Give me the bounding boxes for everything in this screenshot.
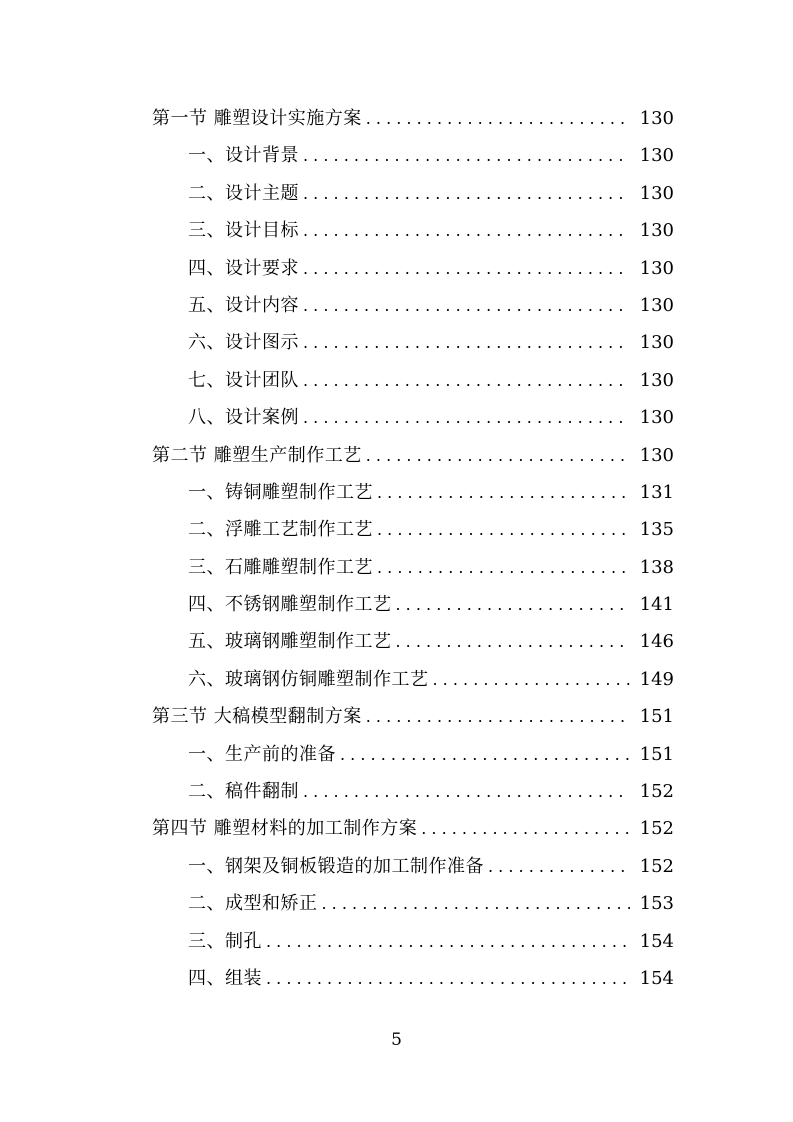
toc-entry-page: 130 (639, 220, 674, 242)
toc-entry-page: 130 (639, 369, 674, 391)
toc-entry-label: 一、钢架及铜板锻造的加工制作准备 (188, 855, 484, 877)
toc-dot-leader (322, 885, 631, 922)
table-of-contents (0, 100, 793, 997)
toc-subsection-entry[interactable] (0, 399, 793, 436)
toc-dot-leader (377, 511, 630, 548)
toc-entry-label: 三、设计目标 (188, 220, 299, 242)
toc-dot-leader (377, 474, 630, 511)
toc-entry-page: 152 (639, 781, 674, 803)
toc-entry-page: 130 (639, 182, 674, 204)
toc-subsection-entry[interactable] (0, 586, 793, 623)
toc-entry-page: 131 (639, 481, 674, 503)
toc-dot-leader (303, 362, 630, 399)
toc-dot-leader (303, 324, 630, 361)
toc-entry-page: 151 (639, 706, 674, 728)
toc-entry-label: 三、石雕雕塑制作工艺 (188, 556, 373, 578)
toc-entry-label: 第四节 雕塑材料的加工制作方案 (152, 818, 418, 840)
toc-entry-page: 130 (639, 407, 674, 429)
toc-section-entry[interactable] (0, 437, 793, 474)
toc-dot-leader (303, 773, 630, 810)
toc-entry-label: 四、组装 (188, 967, 262, 989)
toc-dot-leader (303, 137, 630, 174)
toc-entry-page: 146 (639, 631, 674, 653)
toc-dot-leader (266, 960, 630, 997)
toc-entry-label: 第二节 雕塑生产制作工艺 (152, 444, 362, 466)
toc-entry-page: 154 (639, 930, 674, 952)
toc-entry-label: 一、生产前的准备 (188, 743, 336, 765)
toc-dot-leader (340, 736, 630, 773)
toc-entry-label: 四、不锈钢雕塑制作工艺 (188, 594, 392, 616)
toc-entry-label: 四、设计要求 (188, 257, 299, 279)
toc-entry-page: 130 (639, 257, 674, 279)
toc-entry-page: 135 (639, 519, 674, 541)
toc-subsection-entry[interactable] (0, 175, 793, 212)
toc-entry-label: 五、设计内容 (188, 294, 299, 316)
toc-subsection-entry[interactable] (0, 250, 793, 287)
toc-subsection-entry[interactable] (0, 549, 793, 586)
toc-subsection-entry[interactable] (0, 736, 793, 773)
toc-entry-page: 152 (639, 855, 674, 877)
toc-entry-label: 一、设计背景 (188, 145, 299, 167)
toc-section-entry[interactable] (0, 100, 793, 137)
toc-entry-label: 三、制孔 (188, 930, 262, 952)
toc-entry-page: 149 (639, 668, 674, 690)
toc-entry-label: 五、玻璃钢雕塑制作工艺 (188, 631, 392, 653)
toc-entry-page: 141 (639, 594, 674, 616)
toc-subsection-entry[interactable] (0, 623, 793, 660)
toc-entry-label: 二、设计主题 (188, 182, 299, 204)
toc-subsection-entry[interactable] (0, 324, 793, 361)
toc-subsection-entry[interactable] (0, 923, 793, 960)
toc-entry-label: 第三节 大稿模型翻制方案 (152, 706, 362, 728)
toc-dot-leader (303, 287, 630, 324)
toc-subsection-entry[interactable] (0, 773, 793, 810)
toc-entry-page: 130 (639, 294, 674, 316)
toc-dot-leader (421, 810, 630, 847)
toc-dot-leader (396, 623, 631, 660)
toc-section-entry[interactable] (0, 698, 793, 735)
toc-dot-leader (266, 923, 630, 960)
toc-dot-leader (303, 175, 630, 212)
toc-dot-leader (366, 100, 630, 137)
toc-subsection-entry[interactable] (0, 511, 793, 548)
toc-entry-page: 130 (639, 332, 674, 354)
toc-entry-label: 六、玻璃钢仿铜雕塑制作工艺 (188, 668, 429, 690)
toc-subsection-entry[interactable] (0, 661, 793, 698)
toc-entry-page: 130 (639, 108, 674, 129)
page-number: 5 (391, 1030, 402, 1050)
toc-entry-label: 八、设计案例 (188, 407, 299, 429)
toc-subsection-entry[interactable] (0, 960, 793, 997)
toc-section-entry[interactable] (0, 810, 793, 847)
toc-entry-label: 二、浮雕工艺制作工艺 (188, 519, 373, 541)
toc-dot-leader (303, 399, 630, 436)
toc-entry-label: 第一节 雕塑设计实施方案 (152, 108, 362, 129)
toc-entry-page: 154 (639, 967, 674, 989)
toc-subsection-entry[interactable] (0, 212, 793, 249)
toc-entry-label: 二、成型和矫正 (188, 893, 318, 915)
toc-dot-leader (303, 250, 630, 287)
toc-entry-page: 130 (639, 145, 674, 167)
toc-dot-leader (366, 698, 630, 735)
toc-entry-label: 二、稿件翻制 (188, 781, 299, 803)
toc-entry-page: 138 (639, 556, 674, 578)
toc-dot-leader (377, 549, 630, 586)
toc-subsection-entry[interactable] (0, 474, 793, 511)
toc-subsection-entry[interactable] (0, 137, 793, 174)
toc-dot-leader (366, 437, 630, 474)
toc-entry-page: 152 (639, 818, 674, 840)
toc-subsection-entry[interactable] (0, 362, 793, 399)
toc-subsection-entry[interactable] (0, 848, 793, 885)
toc-dot-leader (488, 848, 630, 885)
toc-subsection-entry[interactable] (0, 885, 793, 922)
toc-entry-label: 一、铸铜雕塑制作工艺 (188, 481, 373, 503)
toc-dot-leader (396, 586, 631, 623)
toc-entry-label: 七、设计团队 (188, 369, 299, 391)
toc-dot-leader (303, 212, 630, 249)
toc-entry-page: 151 (639, 743, 674, 765)
toc-entry-page: 130 (639, 444, 674, 466)
toc-dot-leader (433, 661, 631, 698)
toc-entry-page: 153 (639, 893, 674, 915)
toc-entry-label: 六、设计图示 (188, 332, 299, 354)
toc-subsection-entry[interactable] (0, 287, 793, 324)
